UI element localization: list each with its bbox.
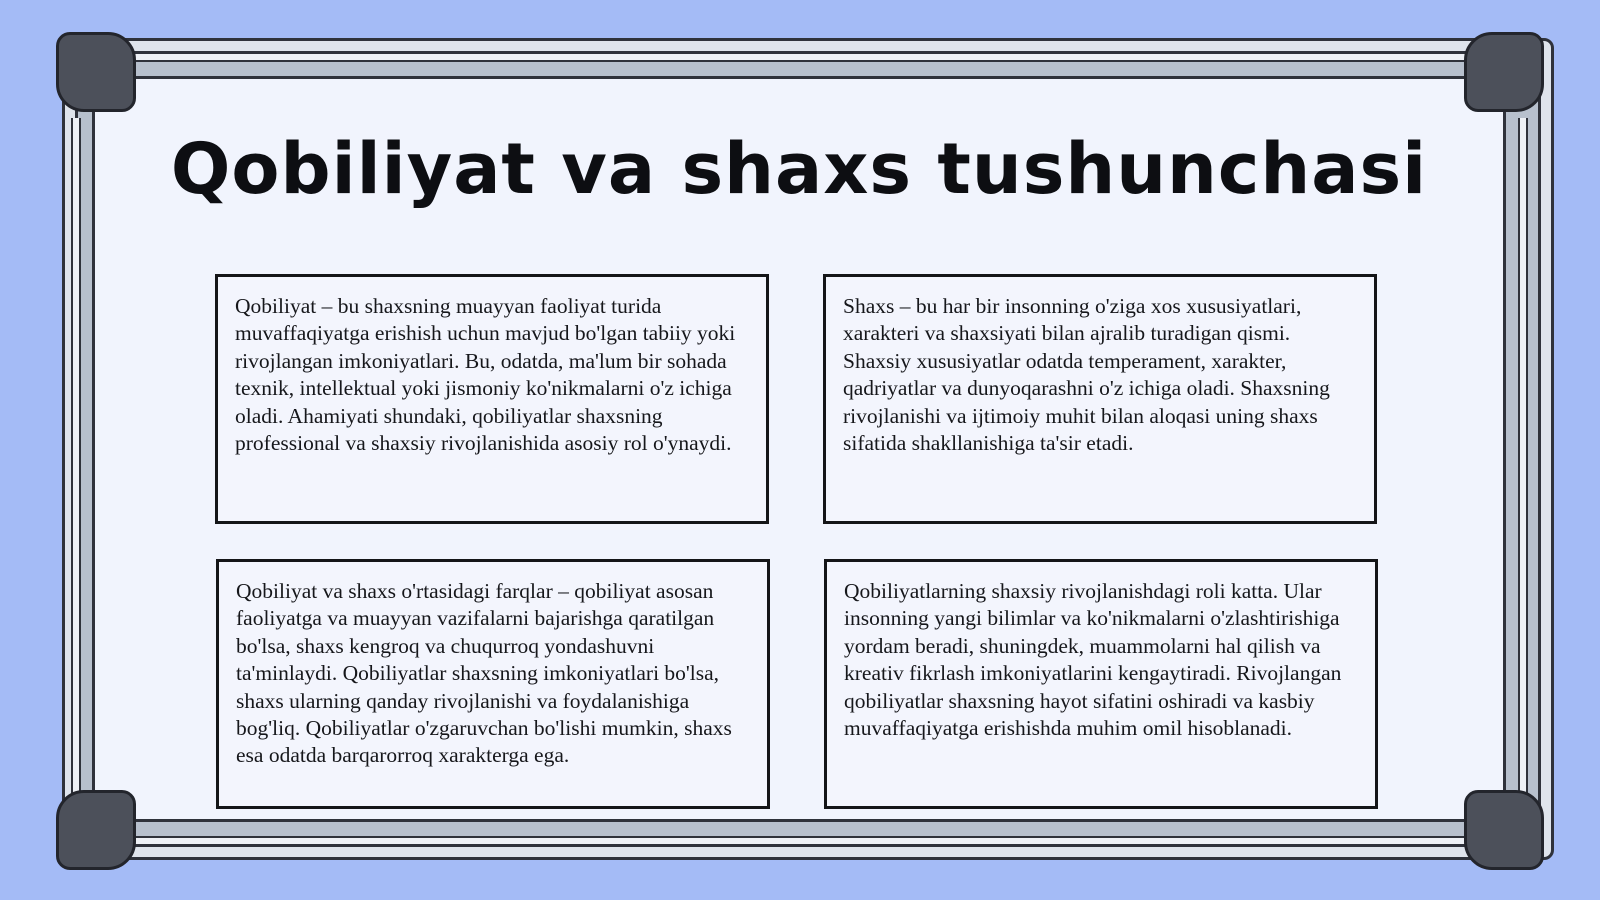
card-shaxs-definition: Shaxs – bu har bir insonning o'ziga xos xususiyatlari, xarakteri va shaxsiyati bilan ajralib turadigan qismi. Shaxsiy xususiyatlar odatda temperament, xarakter, qadriyatlar va dunyoqarashni o'z ichiga oladi. Shaxsning rivojlanishi va ijtimoiy muhit bilan aloqasi uning shaxs sifatida shakllanishiga ta'sir etadi. bbox=[823, 274, 1377, 524]
bottom-rail-stripe bbox=[130, 836, 1470, 846]
frame-corner-top-left bbox=[56, 32, 136, 112]
slide-title: Qobiliyat va shaxs tushunchasi bbox=[170, 128, 1428, 210]
card-differences: Qobiliyat va shaxs o'rtasidagi farqlar – qobiliyat asosan faoliyatga va muayyan vazifalarni bajarishga qaratilgan bo'lsa, shaxs kengroq va chuqurroq yondashuvni ta'minlaydi. Qobiliyatlar shaxsning imkoniyatlari bo'lsa, shaxs ularning qanday rivojlanishi va foydalanishiga bog'liq. Qobiliyatlar o'zgaruvchan bo'lishi mumkin, shaxs esa odatda barqarorroq xarakterga ega. bbox=[216, 559, 770, 809]
right-rail-stripe bbox=[1518, 118, 1528, 798]
top-rail-stripe bbox=[130, 52, 1470, 62]
frame-corner-top-right bbox=[1464, 32, 1544, 112]
card-qobiliyat-definition: Qobiliyat – bu shaxsning muayyan faoliyat turida muvaffaqiyatga erishish uchun mavjud bo'lgan tabiiy yoki rivojlangan imkoniyatlari. Bu, odatda, ma'lum bir sohada texnik, intellektual yoki jismoniy ko'nikmalarni o'z ichiga oladi. Ahamiyati shundaki, qobiliyatlar shaxsning professional va shaxsiy rivojlanishida asosiy rol o'ynaydi. bbox=[215, 274, 769, 524]
frame-corner-bottom-left bbox=[56, 790, 136, 870]
card-role-in-development: Qobiliyatlarning shaxsiy rivojlanishdagi roli katta. Ular insonning yangi bilimlar va ko'nikmalarni o'zlashtirishiga yordam beradi, shuningdek, muammolarni hal qilish va kreativ fikrlash imkoniyatlarini kengaytiradi. Rivojlangan qobiliyatlar shaxsning hayot sifatini oshiradi va kasbiy muvaffaqiyatga erishishda muhim omil hisoblanadi. bbox=[824, 559, 1378, 809]
left-rail-stripe bbox=[71, 118, 81, 798]
frame-corner-bottom-right bbox=[1464, 790, 1544, 870]
